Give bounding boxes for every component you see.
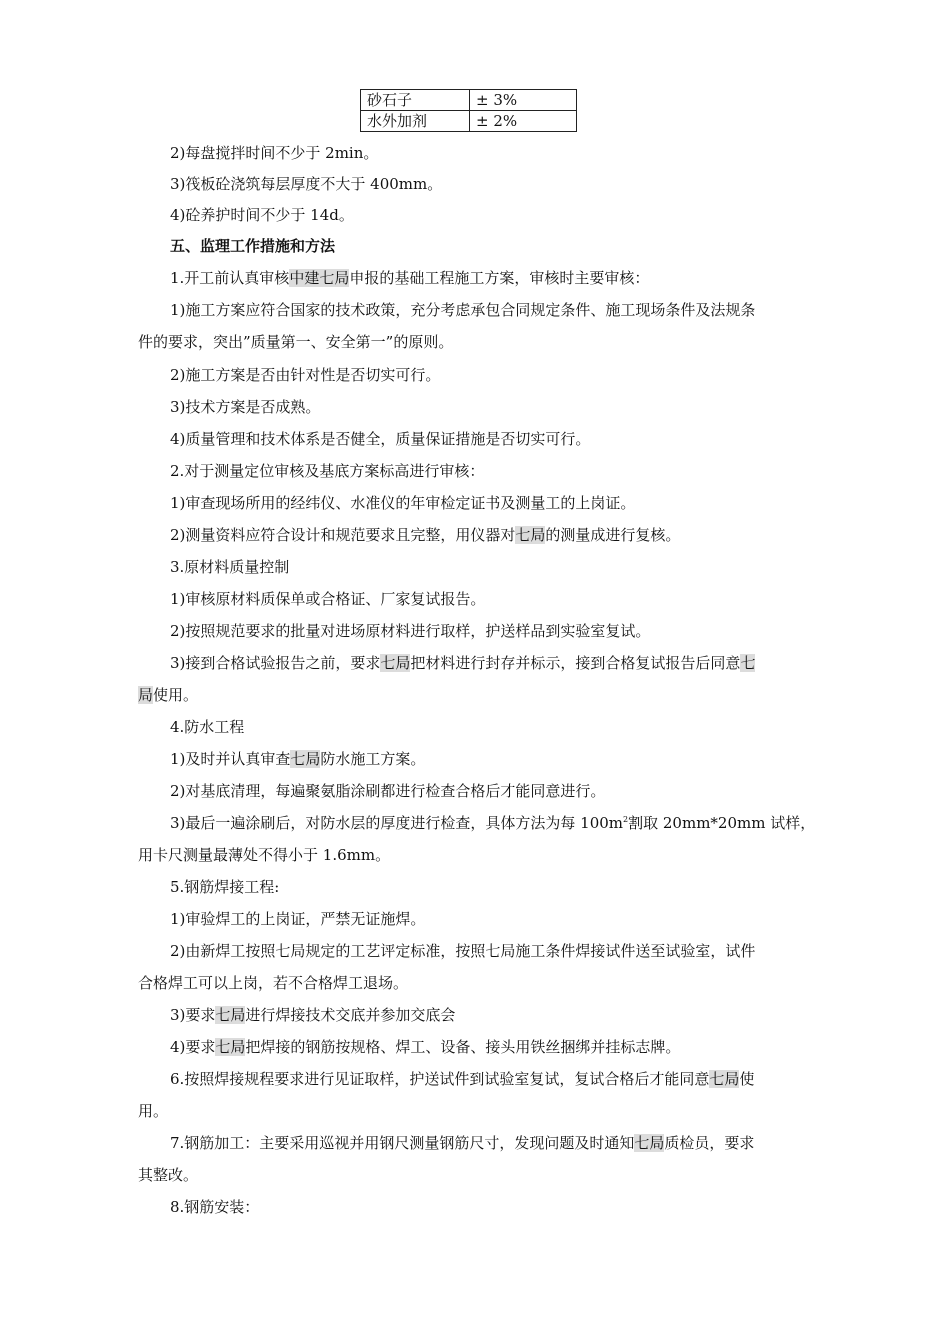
paragraph: 3.原材料质量控制 — [170, 558, 290, 576]
paragraph: 4)砼养护时间不少于 14d。 — [170, 206, 354, 224]
table-cell-tolerance: ± 2% — [470, 111, 577, 132]
paragraph-continuation: 合格焊工可以上岗，若不合格焊工退场。 — [138, 974, 409, 992]
paragraph — [170, 1005, 818, 1025]
text: 进行焊接技术交底并参加交底会 — [245, 1006, 456, 1024]
text: 质检员，要求 — [664, 1134, 755, 1152]
superscript: 2 — [623, 815, 629, 824]
table-row — [361, 111, 577, 132]
paragraph: 3)筏板砼浇筑每层厚度不大于 400mm。 — [170, 175, 443, 193]
highlight-text: 七局 — [634, 1134, 665, 1152]
paragraph: 2)对基底清理，每遍聚氨脂涂刷都进行检查合格后才能同意进行。 — [170, 782, 606, 800]
paragraph: 3)技术方案是否成熟。 — [170, 398, 321, 416]
paragraph — [170, 268, 818, 288]
text: 4)要求 — [170, 1038, 216, 1056]
paragraph: 5.钢筋焊接工程: — [170, 878, 280, 896]
paragraph — [170, 813, 818, 833]
text: 使用。 — [153, 686, 199, 704]
highlight-text: 七局 — [709, 1070, 740, 1088]
text: 把焊接的钢筋按规格、焊工、设备、接头用铁丝捆绑并挂标志牌。 — [245, 1038, 681, 1056]
table-row — [361, 90, 577, 111]
paragraph: 2)施工方案是否由针对性是否切实可行。 — [170, 366, 441, 384]
paragraph: 4)质量管理和技术体系是否健全，质量保证措施是否切实可行。 — [170, 430, 591, 448]
paragraph: 1)审查现场所用的经纬仪、水准仪的年审检定证书及测量工的上岗证。 — [170, 494, 636, 512]
text: 割取 20mm*20mm 试样， — [628, 814, 816, 832]
paragraph — [170, 1069, 818, 1089]
paragraph: 1)审验焊工的上岗证，严禁无证施焊。 — [170, 910, 426, 928]
text: 3)最后一遍涂刷后，对防水层的厚度进行检查，具体方法为每 100m — [170, 814, 624, 832]
highlight-text: 七局 — [290, 750, 321, 768]
text: 申报的基础工程施工方案，审核时主要审核： — [349, 269, 650, 287]
text: 3)接到合格试验报告之前，要求 — [170, 654, 381, 672]
highlight-text: 七局 — [215, 1038, 246, 1056]
paragraph — [170, 653, 818, 673]
text: 7.钢筋加工：主要采用巡视并用钢尺测量钢筋尺寸，发现问题及时通知 — [170, 1134, 635, 1152]
paragraph: 2)每盘搅拌时间不少于 2min。 — [170, 144, 379, 162]
paragraph: 2)由新焊工按照七局规定的工艺评定标准，按照七局施工条件焊接试件送至试验室，试件 — [170, 942, 756, 960]
highlight-text: 局 — [138, 686, 154, 704]
table-cell-tolerance: ± 3% — [470, 90, 577, 111]
paragraph — [170, 1037, 818, 1057]
text: 的测量成进行复核。 — [545, 526, 681, 544]
table-cell-material: 砂石子 — [361, 90, 470, 111]
highlight-text: 七 — [740, 654, 756, 672]
text: 把材料进行封存并标示，接到合格复试报告后同意 — [410, 654, 741, 672]
paragraph — [170, 1133, 818, 1153]
highlight-text: 七局 — [215, 1006, 246, 1024]
text: 1)及时并认真审查 — [170, 750, 291, 768]
text: 2)测量资料应符合设计和规范要求且完整，用仪器对 — [170, 526, 516, 544]
paragraph: 8.钢筋安装： — [170, 1198, 260, 1216]
paragraph: 2.对于测量定位审核及基底方案标高进行审核： — [170, 462, 485, 480]
paragraph — [170, 525, 818, 545]
highlight-text: 七局 — [380, 654, 411, 672]
highlight-text: 七局 — [515, 526, 546, 544]
paragraph — [170, 749, 818, 769]
paragraph-continuation: 其整改。 — [138, 1166, 199, 1184]
section-heading: 五、监理工作措施和方法 — [170, 237, 336, 255]
paragraph: 1)施工方案应符合国家的技术政策，充分考虑承包合同规定条件、施工现场条件及法规条 — [170, 301, 756, 319]
text: 3)要求 — [170, 1006, 216, 1024]
text: 使 — [739, 1070, 755, 1088]
text: 6.按照焊接规程要求进行见证取样，护送试件到试验室复试，复试合格后才能同意 — [170, 1070, 710, 1088]
highlight-text: 中建七局 — [289, 269, 350, 287]
text: 防水施工方案。 — [320, 750, 426, 768]
text: 1.开工前认真审核 — [170, 269, 290, 287]
paragraph-continuation — [138, 685, 818, 705]
paragraph-continuation: 件的要求，突出”质量第一、安全第一”的原则。 — [138, 333, 454, 351]
paragraph-continuation: 用卡尺测量最薄处不得小于 1.6mm。 — [138, 846, 391, 864]
paragraph-continuation: 用。 — [138, 1102, 169, 1120]
paragraph: 4.防水工程 — [170, 718, 245, 736]
paragraph: 1)审核原材料质保单或合格证、厂家复试报告。 — [170, 590, 486, 608]
table-cell-material: 水外加剂 — [361, 111, 470, 132]
paragraph: 2)按照规范要求的批量对进场原材料进行取样，护送样品到实验室复试。 — [170, 622, 651, 640]
mix-tolerance-table — [360, 89, 577, 132]
